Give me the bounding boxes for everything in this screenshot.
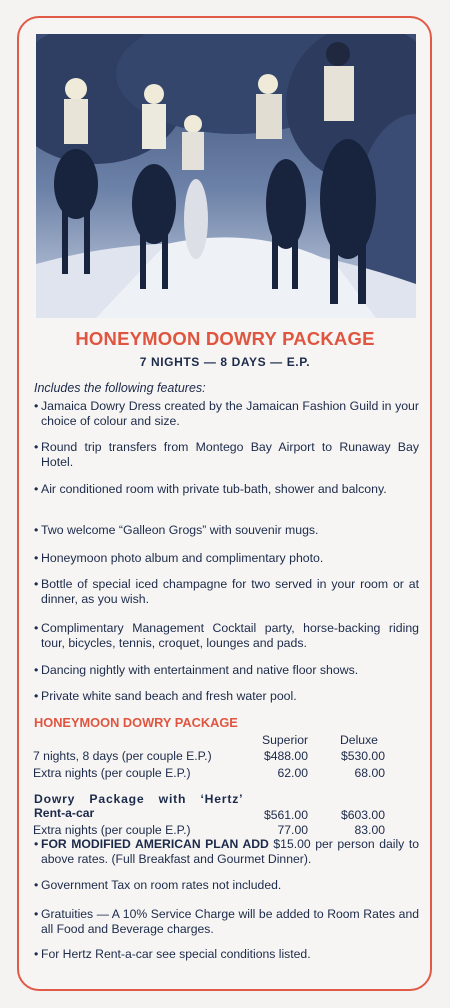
hertz-conditions-note: • For Hertz Rent-a-car see special conditions listed.	[34, 947, 419, 962]
feature-item: • Private white sand beach and fresh water pool.	[34, 689, 419, 704]
hertz-heading-line: Dowry Package with ‘Hertz’	[34, 792, 244, 806]
feature-item: • Jamaica Dowry Dress created by the Jamaican Fashion Guild in your choice of colour and size.	[34, 399, 419, 429]
price-deluxe: 83.00	[354, 823, 385, 837]
feature-item: • Dancing nightly with entertainment and native floor shows.	[34, 663, 419, 678]
price-superior: 77.00	[277, 823, 308, 837]
price-row-label: Extra nights (per couple E.P.)	[33, 823, 191, 837]
gratuities-note: • Gratuities — A 10% Service Charge will be added to Room Rates and all Food and Beverage charges.	[34, 907, 419, 937]
price-deluxe: 68.00	[354, 766, 385, 780]
tax-note: • Government Tax on room rates not included.	[34, 878, 419, 893]
feature-item: • Two welcome “Galleon Grogs” with souvenir mugs.	[34, 523, 419, 538]
superior-column-header: Superior	[262, 733, 309, 747]
pricing-heading: HONEYMOON DOWRY PACKAGE	[34, 715, 238, 730]
feature-item: • Bottle of special iced champagne for two served in your room or at dinner, as you wish.	[34, 577, 419, 607]
price-superior: 62.00	[277, 766, 308, 780]
feature-item: • Round trip transfers from Montego Bay Airport to Runaway Bay Hotel.	[34, 440, 419, 470]
package-title: HONEYMOON DOWRY PACKAGE	[75, 328, 375, 349]
feature-item: • Honeymoon photo album and complimentary photo.	[34, 551, 419, 566]
package-duration: 7 NIGHTS — 8 DAYS — E.P.	[139, 355, 311, 369]
deluxe-column-header: Deluxe	[340, 733, 378, 747]
price-deluxe: $603.00	[340, 808, 385, 822]
map-note-bold: FOR MODIFIED AMERICAN PLAN ADD	[41, 837, 269, 851]
price-deluxe: $530.00	[340, 749, 385, 763]
modified-american-plan-note	[34, 837, 419, 867]
feature-item: • Air conditioned room with private tub-bath, shower and balcony.	[34, 482, 419, 497]
price-superior: $561.00	[263, 808, 308, 822]
price-superior: $488.00	[263, 749, 308, 763]
map-note-text: $15.00 per person daily to above rates. (Full Breakfast and Gourmet Dinner).	[41, 837, 419, 866]
feature-item: • Complimentary Management Cocktail party, horse-backing riding tour, bicycles, tennis, croquet, lounges and pads.	[34, 621, 419, 651]
price-row-label: Extra nights (per couple E.P.)	[33, 766, 191, 780]
hertz-heading-line: Rent-a-car	[34, 806, 95, 820]
features-intro: Includes the following features:	[34, 381, 206, 395]
horseback-riders-photo	[36, 34, 416, 318]
hertz-package-heading	[34, 792, 243, 820]
price-row-label: 7 nights, 8 days (per couple E.P.)	[33, 749, 212, 763]
